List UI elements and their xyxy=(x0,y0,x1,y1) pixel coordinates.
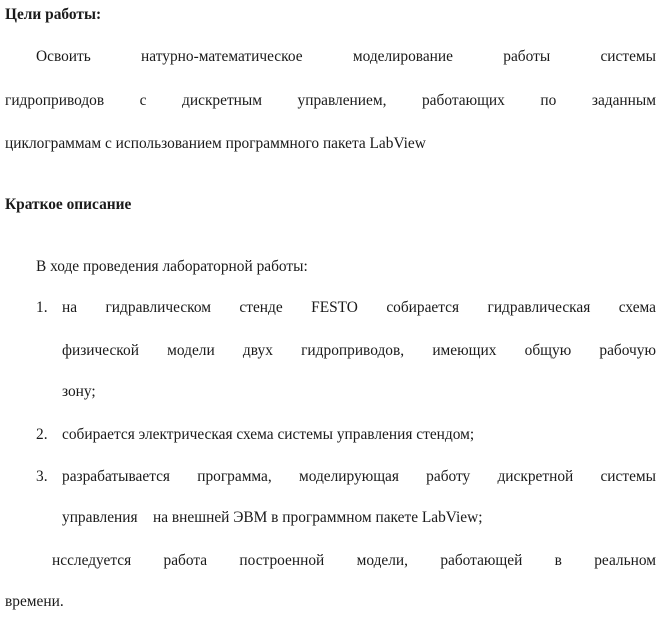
goals-line-2: гидроприводов с дискретным управлением, работающих по заданным xyxy=(5,92,656,109)
list-item-3-number: 3. xyxy=(36,468,48,485)
tail-line-2: времени. xyxy=(5,593,64,610)
list-item-3-line-1: разрабатывается программа, моделирующая работу дискретной системы xyxy=(62,468,656,485)
description-heading: Краткое описание xyxy=(5,196,132,213)
list-item-1-line-3: зону; xyxy=(62,383,96,400)
list-item-2-number: 2. xyxy=(36,426,48,443)
list-item-1-line-1: на гидравлическом стенде FESTO собирается гидравлическая схема xyxy=(62,299,656,316)
list-item-1-line-2: физической модели двух гидроприводов, имеющих общую рабочую xyxy=(62,342,656,359)
list-item-2-line-1: собирается электрическая схема системы управления стендом; xyxy=(62,426,475,443)
tail-line-1: нсследуется работа построенной модели, работающей в реальном xyxy=(52,552,656,569)
description-intro: В ходе проведения лабораторной работы: xyxy=(36,258,308,275)
goals-line-1: Освоить натурно-математическое моделирование работы системы xyxy=(36,48,656,65)
list-item-3-line-2: управления на внешней ЭВМ в программном пакете LabView; xyxy=(62,509,483,526)
goals-heading: Цели работы: xyxy=(5,6,102,23)
goals-line-3: циклограммам с использованием программного пакета LabView xyxy=(5,135,426,152)
list-item-1-number: 1. xyxy=(36,299,48,316)
